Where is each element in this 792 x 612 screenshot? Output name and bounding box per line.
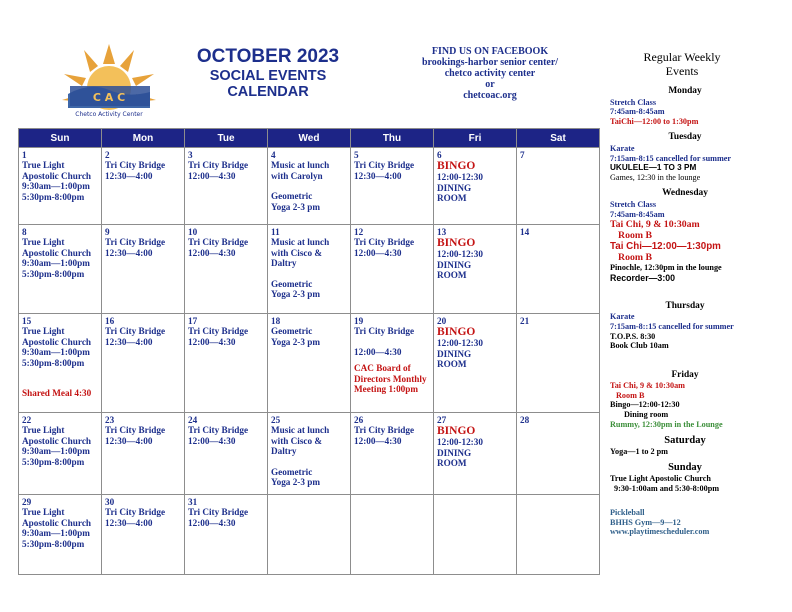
event-line: Tri City Bridge (354, 237, 415, 248)
event-line: with Cisco & (271, 435, 323, 446)
day-cell (102, 495, 185, 575)
day-number: 19 (354, 316, 364, 326)
event-line: 12:00—4:30 (188, 517, 236, 528)
day-number: 18 (271, 316, 281, 326)
day-cell (351, 148, 434, 225)
day-number: 17 (188, 316, 198, 326)
pickleball-location: BHHS Gym—9—12 (610, 517, 681, 527)
weekday-header-sun: Sun (19, 129, 102, 148)
weekday-header-wed: Wed (268, 129, 351, 148)
weekly-item: Room B (618, 252, 653, 264)
weekly-item: Book Club 10am (610, 341, 669, 351)
event-line: Geometric (271, 191, 313, 202)
event-line: 9:30am—1:00pm (22, 181, 90, 192)
wednesday-heading: Wednesday (662, 188, 708, 199)
day-number: 3 (188, 150, 193, 160)
event-line: Apostolic Church (22, 336, 92, 347)
event-line: Tri City Bridge (188, 507, 249, 518)
weekly-item: 7:45am-8:45am (610, 107, 665, 117)
fb-website: chetcoac.org (463, 90, 517, 101)
day-cell (102, 225, 185, 314)
tuesday-heading: Tuesday (668, 132, 702, 143)
day-cell (185, 148, 268, 225)
day-cell (268, 314, 351, 413)
day-cell (185, 495, 268, 575)
fb-line: chetco activity center (444, 68, 536, 79)
event-line: 5:30pm-8:00pm (22, 268, 85, 279)
day-number: 11 (271, 227, 280, 237)
event-line: True Light (22, 425, 65, 436)
day-cell (517, 413, 600, 495)
event-line: 12:00—4:30 (354, 247, 402, 258)
event-line: 9:30am—1:00pm (22, 446, 90, 457)
day-cell (268, 148, 351, 225)
day-number: 6 (437, 150, 442, 160)
event-line: ROOM (437, 458, 467, 469)
event-line: 12:00—4:30 (354, 435, 402, 446)
day-number: 9 (105, 227, 110, 237)
event-line: 12:00—4:30 (188, 336, 236, 347)
week-row (19, 314, 600, 413)
monday-heading: Monday (668, 86, 702, 96)
bingo-event: BINGO (437, 425, 476, 438)
event-line: Daltry (271, 446, 297, 457)
weekly-item: Stretch Class (610, 97, 657, 107)
day-cell (185, 413, 268, 495)
weekly-item: UKULELE—1 TO 3 PM (610, 163, 697, 173)
event-line: Tri City Bridge (354, 160, 415, 171)
event-line: ROOM (437, 193, 467, 204)
title-line2: SOCIAL EVENTS (209, 68, 327, 84)
saturday-heading: Saturday (664, 435, 706, 447)
day-number: 5 (354, 150, 359, 160)
event-line: Tri City Bridge (354, 326, 415, 337)
fb-line: FIND US ON FACEBOOK (431, 46, 549, 57)
event-line: Tri City Bridge (105, 326, 166, 337)
event-line: 12:00-12:30 (437, 437, 483, 448)
pickleball-label: Pickleball (610, 508, 645, 518)
event-line: Tri City Bridge (105, 237, 166, 248)
day-number: 26 (354, 415, 364, 425)
day-cell (434, 495, 517, 575)
day-cell (351, 413, 434, 495)
weekly-item: Games, 12:30 in the lounge (610, 172, 701, 182)
event-line: Yoga 2-3 pm (271, 336, 321, 347)
day-number: 12 (354, 227, 364, 237)
weekday-header-sat: Sat (517, 129, 600, 148)
day-number: 30 (105, 497, 115, 507)
day-cell (434, 413, 517, 495)
day-number: 2 (105, 150, 110, 160)
weekly-item: Bingo—12:00-12:30 (610, 400, 680, 410)
event-line: 9:30am—1:00pm (22, 528, 90, 539)
event-line: 12:00—4:30 (354, 346, 402, 357)
event-line: Tri City Bridge (105, 507, 166, 518)
svg-text:Chetco Activity Center: Chetco Activity Center (75, 111, 143, 118)
weekly-item: 7:45am-8:45am (610, 209, 665, 219)
event-line: Geometric (271, 326, 313, 337)
day-number: 13 (437, 227, 447, 237)
event-line: ROOM (437, 359, 467, 370)
event-line: 12:30—4:00 (105, 517, 153, 528)
event-line: Tri City Bridge (188, 326, 249, 337)
weekly-item: True Light Apostolic Church (610, 474, 711, 484)
spacer (354, 337, 433, 347)
day-cell (517, 225, 600, 314)
weekly-item: Dining room (624, 410, 669, 420)
event-line: DINING (437, 348, 472, 359)
event-line: Apostolic Church (22, 170, 92, 181)
weekly-item: Yoga—1 to 2 pm (610, 446, 668, 456)
cac-logo (60, 42, 158, 120)
day-cell (351, 495, 434, 575)
day-cell (517, 495, 600, 575)
day-cell (102, 314, 185, 413)
spacer (22, 368, 101, 388)
fb-line: or (485, 79, 495, 90)
event-line: 12:00-12:30 (437, 249, 483, 260)
day-number: 21 (520, 316, 530, 326)
event-line: 12:00-12:30 (437, 338, 483, 349)
day-cell (268, 225, 351, 314)
day-cell (19, 225, 102, 314)
weekly-item: Room B (618, 230, 653, 242)
day-number: 22 (22, 415, 32, 425)
sun-logo-graphic (60, 42, 158, 120)
bingo-event: BINGO (437, 326, 476, 339)
event-line: 9:30am—1:00pm (22, 258, 90, 269)
week-row (19, 148, 600, 225)
day-number: 29 (22, 497, 32, 507)
spacer (271, 457, 350, 467)
event-line: Tri City Bridge (188, 237, 249, 248)
day-cell (434, 148, 517, 225)
event-line: True Light (22, 237, 65, 248)
day-cell (517, 314, 600, 413)
event-line: 5:30pm-8:00pm (22, 357, 85, 368)
event-line: Apostolic Church (22, 435, 92, 446)
day-cell (185, 225, 268, 314)
event-line: Yoga 2-3 pm (271, 201, 321, 212)
weekly-item: Rummy, 12:30pm in the Lounge (610, 419, 723, 429)
event-line: with Carolyn (271, 170, 323, 181)
event-line: DINING (437, 259, 472, 270)
day-number: 8 (22, 227, 27, 237)
day-number: 28 (520, 415, 530, 425)
day-number: 16 (105, 316, 115, 326)
day-cell (19, 495, 102, 575)
day-number: 24 (188, 415, 198, 425)
day-cell (102, 148, 185, 225)
day-number: 27 (437, 415, 447, 425)
fb-line: brookings-harbor senior center/ (421, 57, 559, 68)
special-event-line: CAC Board of (354, 363, 411, 374)
event-line: 12:30—4:00 (105, 336, 153, 347)
day-cell (351, 314, 434, 413)
event-line: Yoga 2-3 pm (271, 289, 321, 300)
weekly-item: Pinochle, 12:30pm in the lounge (610, 263, 722, 273)
event-line: Geometric (271, 278, 313, 289)
title-month: OCTOBER 2023 (196, 46, 340, 67)
day-cell (351, 225, 434, 314)
event-line: Daltry (271, 258, 297, 269)
week-row (19, 225, 600, 314)
weekly-item: 7:15am-8:15 cancelled for summer (610, 153, 732, 163)
weekly-item: 7:15am-8::15 cancelled for summer (610, 321, 734, 331)
day-number: 10 (188, 227, 198, 237)
week-row (19, 413, 600, 495)
event-line: Yoga 2-3 pm (271, 477, 321, 488)
sunday-heading: Sunday (668, 462, 702, 474)
facebook-info (400, 46, 580, 101)
event-line: 12:30—4:00 (105, 247, 153, 258)
event-line: True Light (22, 507, 65, 518)
day-cell (19, 413, 102, 495)
day-cell (19, 148, 102, 225)
event-line: 12:30—4:00 (105, 170, 153, 181)
event-line: Tri City Bridge (105, 425, 166, 436)
event-line: Music at lunch (271, 237, 330, 248)
day-number: 15 (22, 316, 32, 326)
event-line: Tri City Bridge (188, 425, 249, 436)
event-line: 12:00—4:30 (188, 435, 236, 446)
event-line: with Cisco & (271, 247, 323, 258)
title-line3: CALENDAR (227, 84, 309, 100)
regular-weekly-events (610, 50, 760, 537)
event-line: 9:30am—1:00pm (22, 347, 90, 358)
bingo-event: BINGO (437, 160, 476, 173)
friday-heading: Friday (671, 369, 699, 380)
weekday-header-mon: Mon (102, 129, 185, 148)
day-number: 20 (437, 316, 447, 326)
event-line: 12:00—4:30 (188, 170, 236, 181)
event-line: Music at lunch (271, 425, 330, 436)
svg-text:C A C: C A C (92, 91, 126, 104)
day-number: 14 (520, 227, 530, 237)
day-cell (185, 314, 268, 413)
event-line: Music at lunch (271, 160, 330, 171)
event-line: Tri City Bridge (105, 160, 166, 171)
event-line: Apostolic Church (22, 247, 92, 258)
week-row (19, 495, 600, 575)
day-number: 7 (520, 150, 525, 160)
weekly-heading: Events (665, 64, 699, 78)
weekly-item: Karate (610, 312, 635, 322)
weekly-heading: Regular Weekly (643, 50, 721, 64)
calendar-title (176, 46, 360, 100)
event-line: 5:30pm-8:00pm (22, 456, 85, 467)
thursday-heading: Thursday (665, 300, 705, 311)
day-number: 1 (22, 150, 27, 160)
day-number: 25 (271, 415, 281, 425)
weekly-item: Stretch Class (610, 199, 657, 209)
event-line: 12:00—4:30 (188, 247, 236, 258)
day-cell (19, 314, 102, 413)
event-line: Geometric (271, 466, 313, 477)
event-line: 12:30—4:00 (354, 170, 402, 181)
pickleball-website: www.playtimescheduler.com (610, 527, 710, 537)
event-line: 5:30pm-8:00pm (22, 191, 85, 202)
weekly-item: 9:30-1:00am and 5:30-8:00pm (614, 483, 720, 493)
day-cell (434, 314, 517, 413)
weekly-item: Recorder—3:00 (610, 272, 676, 283)
event-line: True Light (22, 160, 65, 171)
day-cell (434, 225, 517, 314)
weekly-item: T.O.P.S. 8:30 (610, 331, 656, 341)
day-number: 4 (271, 150, 276, 160)
day-cell (268, 495, 351, 575)
event-line: Tri City Bridge (188, 160, 249, 171)
special-event-line: Directors Monthly (354, 373, 427, 384)
event-line: 12:00-12:30 (437, 172, 483, 183)
event-line: True Light (22, 326, 65, 337)
weekly-item: Room B (616, 390, 645, 400)
weekday-header-thu: Thu (351, 129, 434, 148)
weekday-header-tue: Tue (185, 129, 268, 148)
day-number: 23 (105, 415, 115, 425)
weekly-item: Tai Chi, 9 & 10:30am (610, 219, 700, 231)
calendar-body (19, 148, 600, 575)
event-line: DINING (437, 447, 472, 458)
event-line: ROOM (437, 270, 467, 281)
weekday-header-fri: Fri (434, 129, 517, 148)
special-event-line: Meeting 1:00pm (354, 384, 419, 395)
calendar-grid (18, 128, 600, 575)
shared-meal-event: Shared Meal 4:30 (22, 388, 92, 399)
weekly-item: TaiChi—12:00 to 1:30pm (610, 116, 699, 126)
spacer (271, 269, 350, 279)
event-line: Tri City Bridge (354, 425, 415, 436)
weekday-header-row (19, 129, 600, 148)
weekly-item: Tai Chi, 9 & 10:30am (610, 381, 685, 391)
weekly-item: Karate (610, 143, 635, 153)
event-line: 5:30pm-8:00pm (22, 538, 85, 549)
day-number: 31 (188, 497, 198, 507)
day-cell (517, 148, 600, 225)
day-cell (102, 413, 185, 495)
weekly-item: Tai Chi—12:00—1:30pm (610, 241, 721, 253)
event-line: 12:30—4:00 (105, 435, 153, 446)
event-line: DINING (437, 182, 472, 193)
event-line: Apostolic Church (22, 517, 92, 528)
spacer (271, 181, 350, 191)
day-cell (268, 413, 351, 495)
bingo-event: BINGO (437, 237, 476, 250)
